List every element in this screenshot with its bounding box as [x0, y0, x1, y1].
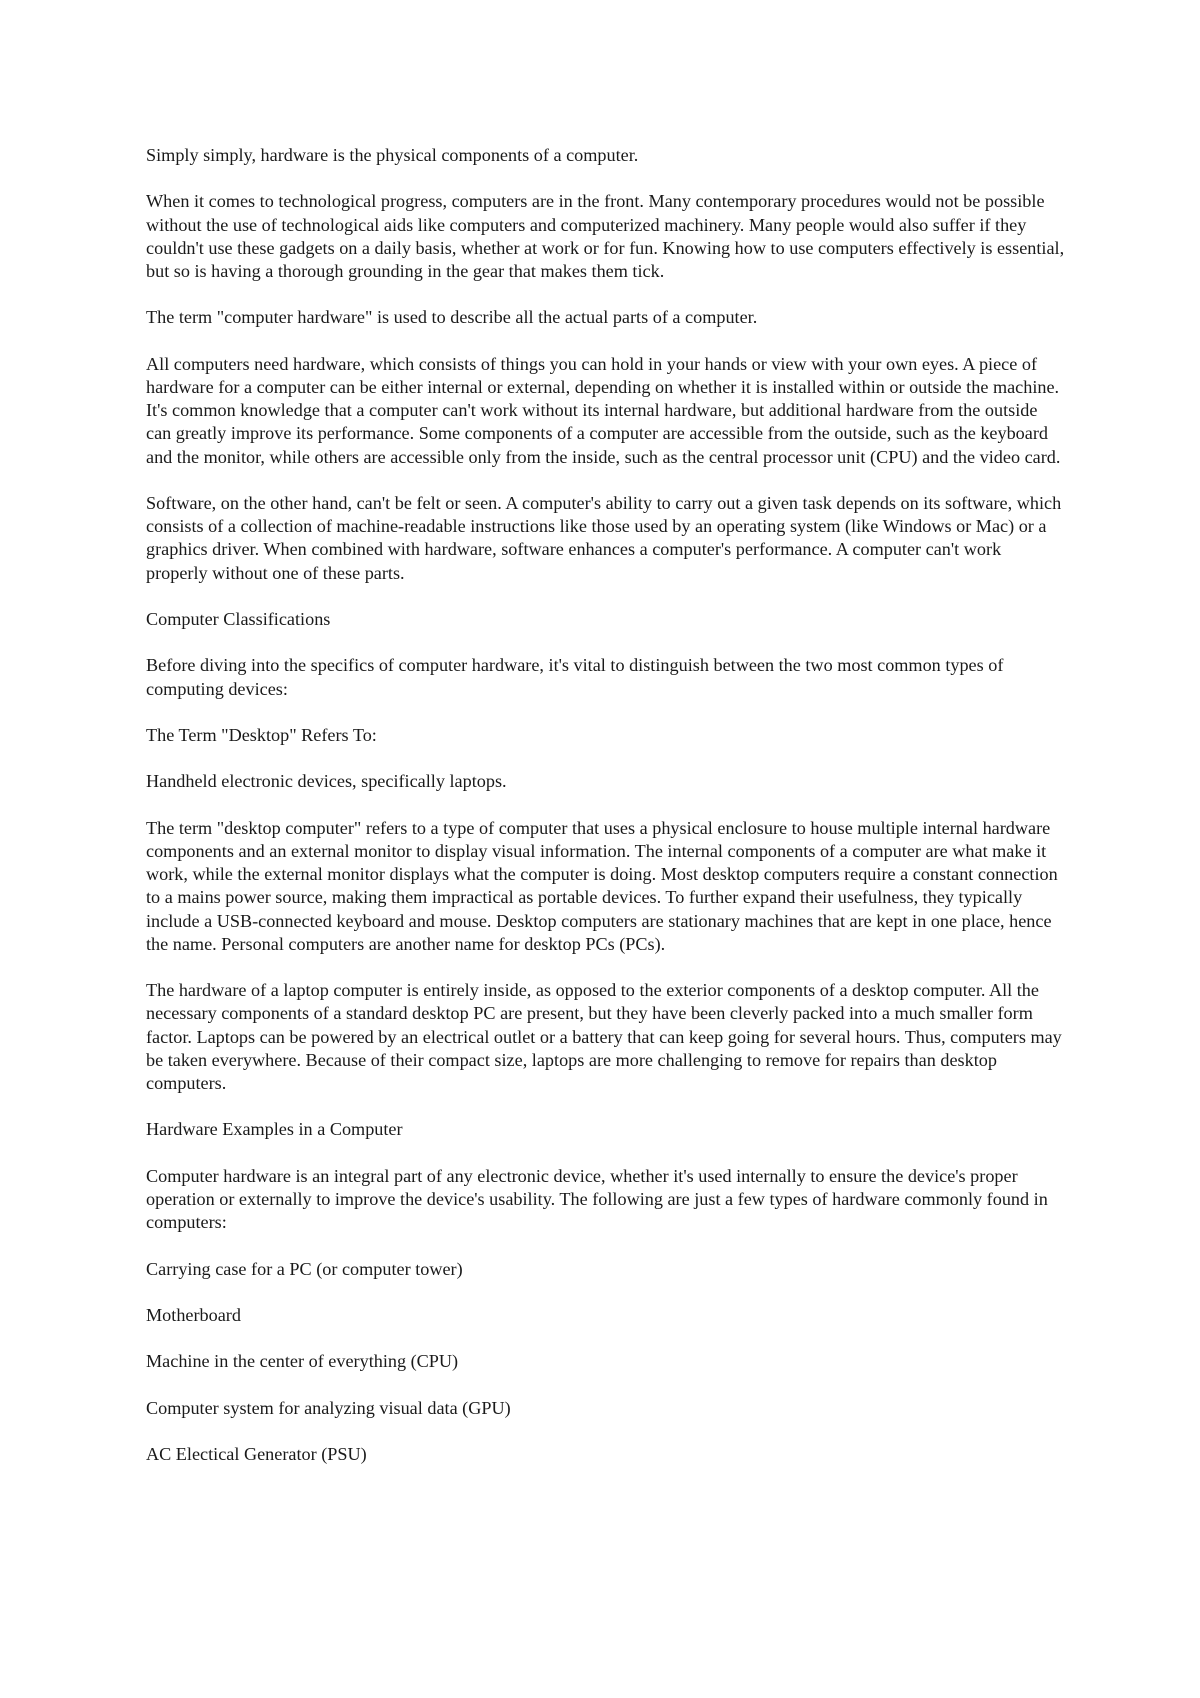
paragraph-hardware-examples-intro: Computer hardware is an integral part of any electronic device, whether it's used internally to ensure the device's proper operation or externally to improve the device's usability. The following are just a few types of hardware commonly found in computers:: [146, 1165, 1048, 1233]
paragraph-internal-external: All computers need hardware, which consists of things you can hold in your hands or view with your own eyes. A piece of hardware for a computer can be either internal or external, depending on whether it is installed within or outside the machine. It's common knowledge that a computer can't work without its internal hardware, but additional hardware from the outside can greatly improve its performance. Some components of a computer are accessible from the outside, such as the keyboard and the monitor, while others are accessible only from the inside, such as the central processor unit (CPU) and the video card.: [146, 353, 1061, 467]
list-item-computer-case: Carrying case for a PC (or computer tower): [146, 1258, 463, 1279]
paragraph-term-definition: The term "computer hardware" is used to describe all the actual parts of a computer.: [146, 307, 758, 328]
heading-computer-classifications: Computer Classifications: [146, 608, 331, 629]
heading-desktop: The Term "Desktop" Refers To:: [146, 724, 377, 745]
paragraph-desktop-computer: The term "desktop computer" refers to a type of computer that uses a physical enclosure to house multiple internal hardware components and an external monitor to display visual information. The internal components of a computer are what make it work, while the external monitor displays what the computer is doing. Most desktop computers require a constant connection to a mains power source, making them impractical as portable devices. To further expand their usefulness, they typically include a USB-connected keyboard and mouse. Desktop computers are stationary machines that are kept in one place, hence the name. Personal computers are another name for desktop PCs (PCs).: [146, 817, 1058, 954]
list-item-motherboard: Motherboard: [146, 1304, 241, 1325]
heading-laptops: Handheld electronic devices, specifically laptops.: [146, 771, 507, 792]
list-item-gpu: Computer system for analyzing visual data (GPU): [146, 1397, 511, 1418]
paragraph-intro: Simply simply, hardware is the physical components of a computer.: [146, 145, 639, 165]
document-body: [146, 144, 1066, 1490]
paragraph-technological-progress: When it comes to technological progress, computers are in the front. Many contemporary procedures would not be possible without the use of technological aids like computers and computerized machinery. Many people would also suffer if they couldn't use these gadgets on a daily basis, whether at work or for fun. Knowing how to use computers effectively is essential, but so is having a thorough grounding in the gear that makes them tick.: [146, 191, 1065, 281]
heading-hardware-examples: Hardware Examples in a Computer: [146, 1119, 403, 1140]
paragraph-classification-intro: Before diving into the specifics of computer hardware, it's vital to distinguish between the two most common types of computing devices:: [146, 655, 1004, 699]
paragraph-laptop-computer: The hardware of a laptop computer is entirely inside, as opposed to the exterior components of a desktop computer. All the necessary components of a standard desktop PC are present, but they have been cleverly packed into a much smaller form factor. Laptops can be powered by an electrical outlet or a battery that can keep going for several hours. Thus, computers may be taken everywhere. Because of their compact size, laptops are more challenging to remove for repairs than desktop computers.: [146, 980, 1062, 1093]
list-item-cpu: Machine in the center of everything (CPU): [146, 1351, 459, 1372]
list-item-psu: AC Electical Generator (PSU): [146, 1444, 367, 1465]
paragraph-software: Software, on the other hand, can't be felt or seen. A computer's ability to carry out a given task depends on its software, which consists of a collection of machine-readable instructions like those used by an operating system (like Windows or Mac) or a graphics driver. When combined with hardware, software enhances a computer's performance. A computer can't work properly without one of these parts.: [146, 492, 1062, 583]
